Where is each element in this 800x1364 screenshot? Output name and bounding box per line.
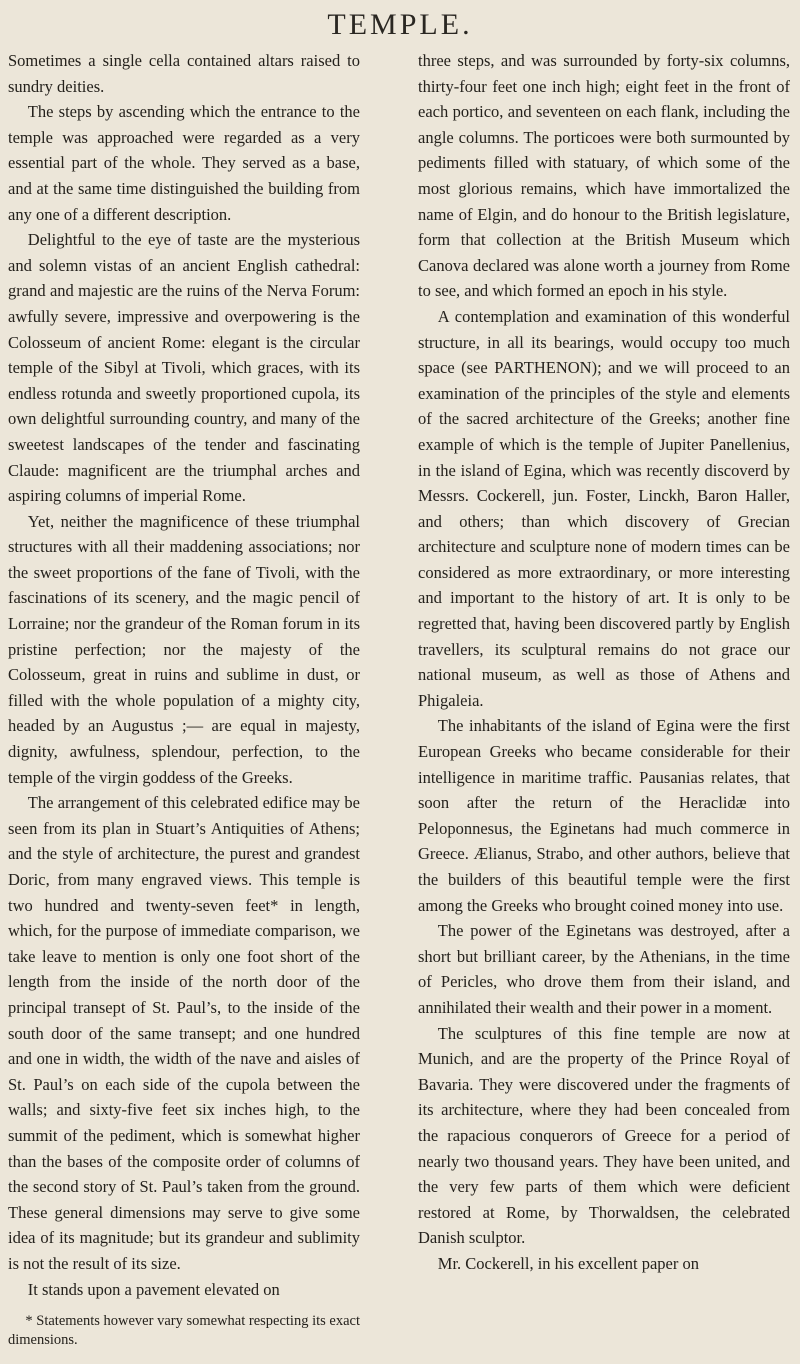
paragraph: Sometimes a single cella contained altars raised to sundry deities. [8, 51, 360, 96]
left-column [8, 48, 360, 1350]
paragraph: Mr. Cockerell, in his excellent paper on [437, 1253, 699, 1273]
running-head: TEMPLE. [327, 8, 473, 41]
paragraph: The steps by ascending which the entrance to the temple was approached were regarded as a very essential part of the whole. They served as a base, and at the same time distinguished the building from any one of a different description. [8, 102, 360, 224]
paragraph: Yet, neither the magnificence of these triumphal structures with all their maddening associations; nor the sweet proportions of the fane of Tivoli, with the fascinations of its scenery, and the magic pencil of Lorraine; nor the grandeur of the Roman forum in its pristine perfection; nor the majesty of the Colosseum, great in ruins and sublime in dust, or filled with the whole population of a mighty city, headed by an Augustus ;— are equal in majesty, dignity, awfulness, splendour, perfection, to the temple of the virgin goddess of the Greeks. [8, 511, 360, 787]
paragraph: The sculptures of this fine temple are now at Munich, and are the property of the Prince Royal of Bavaria. They were discovered under the fragments of its architecture, where they had been concealed from the rapacious conquerors of Greece for a period of nearly two thousand years. They have been united, and the very few parts of them which were deficient restored at Rome, by Thorwaldsen, the celebrated Danish sculptor. [418, 1023, 790, 1248]
paragraph: Delightful to the eye of taste are the mysterious and solemn vistas of an ancient English cathedral: grand and majestic are the ruins of the Nerva Forum: awfully severe, impressive and overpowering is the Colosseum of ancient Rome: elegant is the circular temple of the Sibyl at Tivoli, which graces, with its endless rotunda and sweetly proportioned cupola, its own delightful surrounding country, and many of the sweetest landscapes of the tender and fascinating Claude: magnificent are the triumphal arches and aspiring columns of imperial Rome. [8, 230, 360, 506]
paragraph: three steps, and was surrounded by forty-six columns, thirty-four feet one inch high; eight feet in the front of each portico, and seventeen on each flank, including the angle columns. The porticoes were both surmounted by pediments filled with statuary, of which some of the most glorious remains, which have immortalized the name of Elgin, and do honour to the British legislature, form that collection at the British Museum which Canova declared was alone worth a journey from Rome to see, and which formed an epoch in his style. [418, 51, 790, 301]
paragraph: A contemplation and examination of this wonderful structure, in all its bearings, would occupy too much space (see PARTHENON); and we will proceed to an examination of the principles of the style and elements of the sacred architecture of the Greeks; another fine example of which is the temple of Jupiter Panellenius, in the island of Egina, which was recently discoverd by Messrs. Cockerell, jun. Foster, Linckh, Baron Haller, and others; than which discovery of Grecian architecture and sculpture none of modern times can be considered as more extraordinary, or more interesting and important to the history of art. It is only to be regretted that, having been discovered partly by English travellers, its sculptural remains do not grace our national museum, as well as those of Athens and Phigaleia. [418, 306, 790, 710]
footnote [8, 1312, 360, 1350]
paragraph: It stands upon a pavement elevated on [27, 1279, 280, 1299]
paragraph: The power of the Eginetans was destroyed, after a short but brilliant career, by the Athenians, in the time of Pericles, who drove them from their island, and annihilated their wealth and their power in a moment. [418, 921, 790, 1017]
footnote-text: * Statements however vary somewhat respecting its exact dimensions. [8, 1313, 360, 1349]
paragraph: The arrangement of this celebrated edifice may be seen from its plan in Stuart’s Antiquities of Athens; and the style of architecture, the purest and grandest Doric, from many engraved views. This temple is two hundred and twenty-seven feet* in length, which, for the purpose of immediate comparison, we take leave to mention is only one foot short of the length from the inside of the north door of the principal transept of St. Paul’s, to the inside of the south door of the same transept; and one hundred and one in width, the width of the nave and aisles of St. Paul’s on each side of the cupola between the walls; and sixty-five feet six inches high, to the summit of the pediment, which is somewhat higher than the bases of the composite order of columns of the second story of St. Paul’s taken from the ground. These general dimensions may serve to give some idea of its magnitude; but its grandeur and sublimity is not the result of its size. [8, 793, 360, 1273]
paragraph: The inhabitants of the island of Egina were the first European Greeks who became considerable for their intelligence in maritime traffic. Pausanias relates, that soon after the return of the Heraclidæ into Peloponnesus, the Eginetans had much commerce in Greece. Ælianus, Strabo, and other authors, believe that the builders of this beautiful temple were the first among the Greeks who brought coined money into use. [418, 716, 790, 915]
right-column [418, 48, 790, 1277]
